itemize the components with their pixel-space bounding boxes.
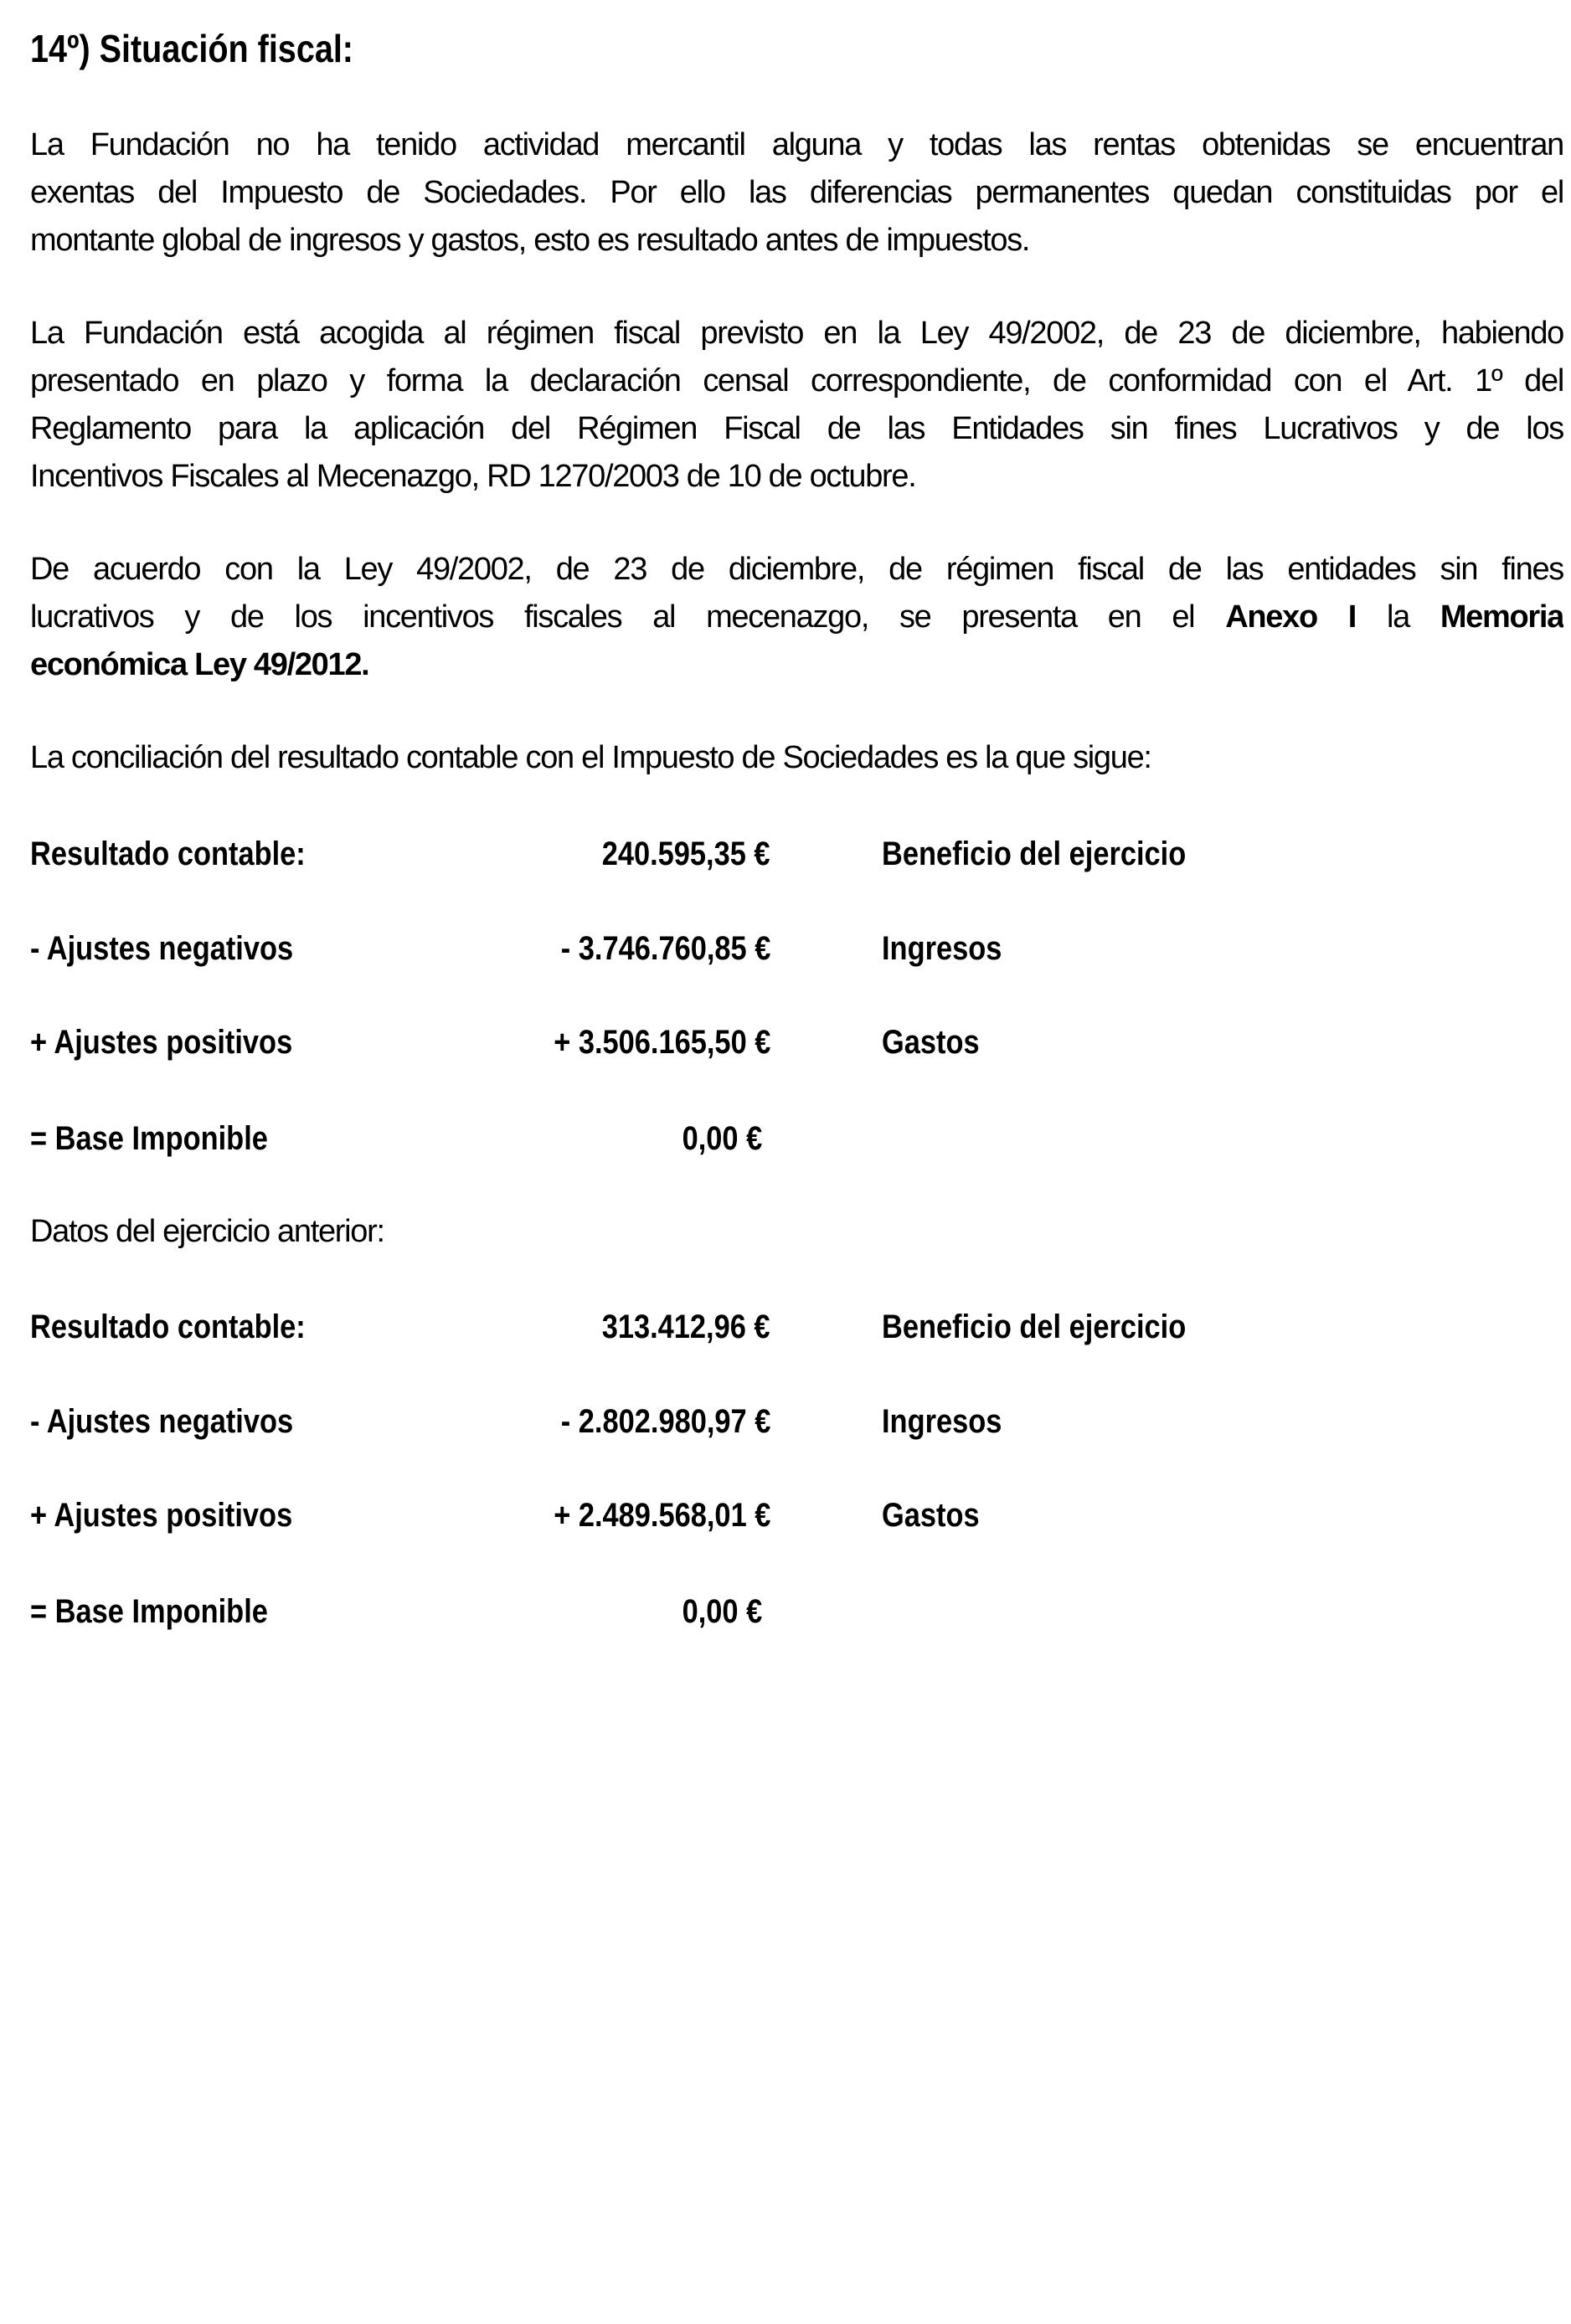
amount-text: 0,00 € xyxy=(682,1593,762,1630)
description-text: Gastos xyxy=(882,1497,980,1534)
paragraph-1-line: exentas del Impuesto de Sociedades. Por ello las diferencias permanentes quedan constituidas por el xyxy=(30,175,1563,210)
conciliation-row xyxy=(0,1492,1571,1540)
row-description xyxy=(882,1492,996,1540)
description-text: Beneficio del ejercicio xyxy=(882,836,1187,872)
row-label xyxy=(30,1398,336,1446)
label-text: Resultado contable: xyxy=(30,1309,306,1345)
conciliation-row xyxy=(0,1115,1571,1163)
conciliation-row xyxy=(0,925,1571,973)
amount-text: 313.412,96 € xyxy=(602,1309,770,1345)
label-text: - Ajustes negativos xyxy=(30,1403,294,1440)
row-label xyxy=(30,1492,335,1540)
conciliation-row xyxy=(0,830,1571,878)
amount-text: 0,00 € xyxy=(682,1120,762,1157)
memoria-reference: Memoria xyxy=(1440,599,1563,635)
conciliation-row xyxy=(0,1019,1571,1067)
row-amount xyxy=(574,830,770,878)
label-text: = Base Imponible xyxy=(30,1593,268,1630)
row-description xyxy=(882,925,1022,973)
row-amount xyxy=(518,1492,770,1540)
label-text: + Ajustes positivos xyxy=(30,1024,293,1061)
paragraph-2-line: Incentivos Fiscales al Mecenazgo, RD 1270/2003 de 10 de octubre. xyxy=(30,459,916,494)
text: la xyxy=(1386,599,1409,635)
paragraph-1-line: La Fundación no ha tenido actividad mercantil alguna y todas las rentas obtenidas se encuentran xyxy=(30,127,1563,162)
text: lucrativos y de los incentivos fiscales al mecenazgo, se presenta en el xyxy=(30,599,1195,635)
paragraph-2-line: presentado en plazo y forma la declaración censal correspondiente, de conformidad con el Art. 1º del xyxy=(30,363,1563,398)
label-text: + Ajustes positivos xyxy=(30,1497,293,1534)
description-text: Gastos xyxy=(882,1024,980,1061)
row-description xyxy=(882,1019,996,1067)
row-description xyxy=(882,1303,1235,1351)
row-description xyxy=(882,830,1235,878)
row-label xyxy=(30,925,336,973)
description-text: Ingresos xyxy=(882,1403,1002,1440)
amount-text: + 2.489.568,01 € xyxy=(553,1497,770,1534)
label-text: Resultado contable: xyxy=(30,836,306,872)
section-title: 14º) Situación fiscal: xyxy=(30,27,353,70)
row-amount xyxy=(527,925,770,973)
annex-reference: Anexo I xyxy=(1225,599,1357,635)
paragraph-3-line xyxy=(30,594,1563,641)
description-text: Beneficio del ejercicio xyxy=(882,1309,1187,1345)
amount-text: 240.595,35 € xyxy=(602,836,770,872)
paragraph-2-line: La Fundación está acogida al régimen fiscal previsto en la Ley 49/2002, de 23 de diciembre, habiendo xyxy=(30,316,1563,351)
description-text: Ingresos xyxy=(882,930,1002,967)
row-label xyxy=(30,1019,335,1067)
paragraph-1-line: montante global de ingresos y gastos, esto es resultado antes de impuestos. xyxy=(30,223,1030,258)
row-amount xyxy=(669,1115,762,1163)
row-label xyxy=(30,1115,306,1163)
row-label xyxy=(30,1303,350,1351)
paragraph-3-line xyxy=(30,641,1563,689)
label-text: = Base Imponible xyxy=(30,1120,268,1157)
previous-year-label: Datos del ejercicio anterior: xyxy=(30,1214,384,1249)
conciliation-row xyxy=(0,1303,1571,1351)
row-amount xyxy=(574,1303,770,1351)
paragraph-3-line: De acuerdo con la Ley 49/2002, de 23 de diciembre, de régimen fiscal de las entidades sin fines xyxy=(30,552,1563,587)
amount-text: + 3.506.165,50 € xyxy=(553,1024,770,1061)
amount-text: - 2.802.980,97 € xyxy=(560,1403,770,1440)
row-amount xyxy=(518,1019,770,1067)
paragraph-4-line: La conciliación del resultado contable con el Impuesto de Sociedades es la que sigue: xyxy=(30,740,1151,775)
row-description xyxy=(882,1398,1022,1446)
paragraph-2-line: Reglamento para la aplicación del Régimen Fiscal de las Entidades sin fines Lucrativos y de los xyxy=(30,411,1563,446)
row-amount xyxy=(669,1588,762,1636)
row-amount xyxy=(527,1398,770,1446)
row-label xyxy=(30,1588,306,1636)
amount-text: - 3.746.760,85 € xyxy=(560,930,770,967)
memoria-reference-cont: económica Ley 49/2012. xyxy=(30,647,369,682)
row-label xyxy=(30,830,350,878)
conciliation-row xyxy=(0,1588,1571,1636)
conciliation-row xyxy=(0,1398,1571,1446)
label-text: - Ajustes negativos xyxy=(30,930,294,967)
